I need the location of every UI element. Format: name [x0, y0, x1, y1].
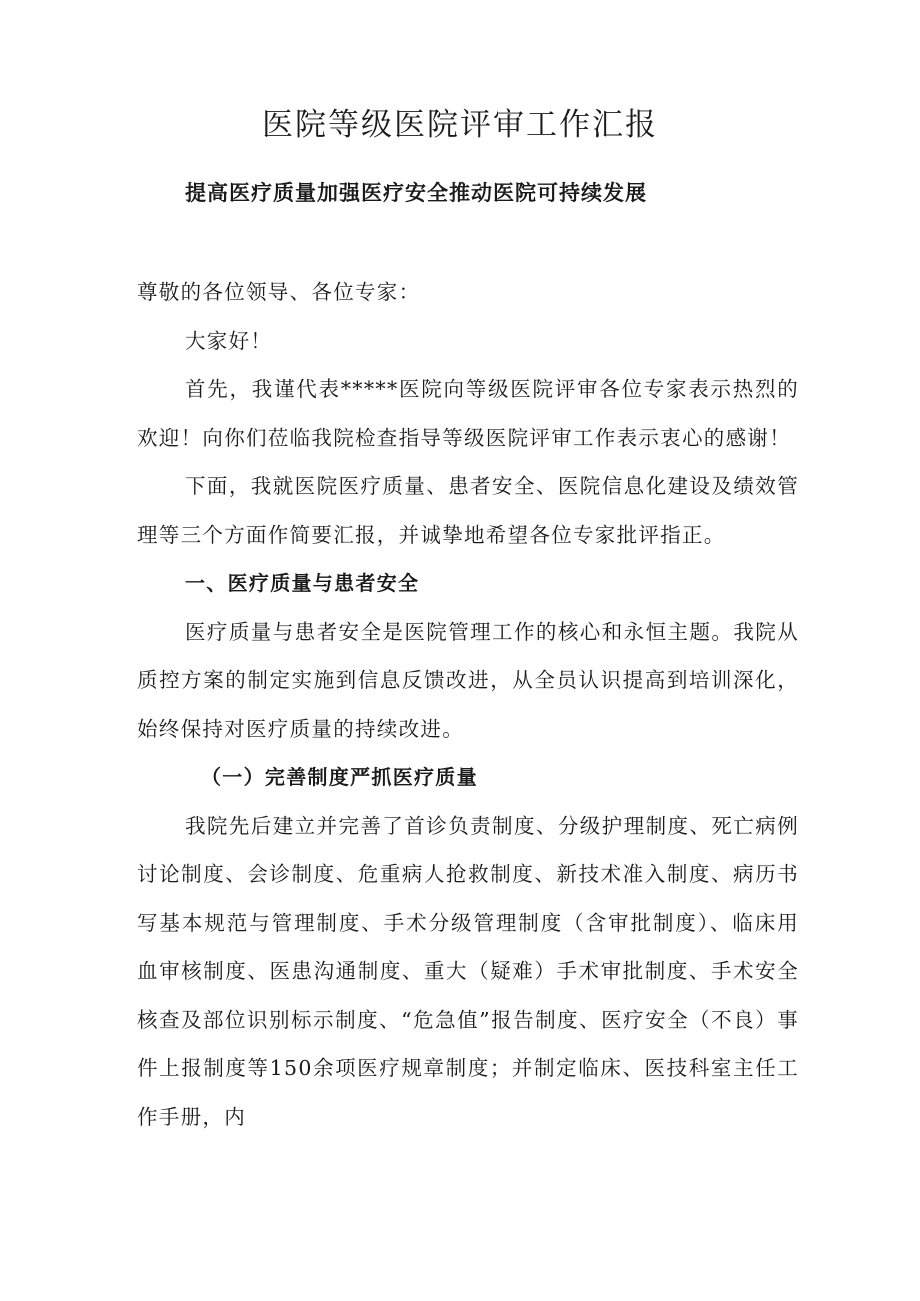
- paragraph-welcome: 首先，我谨代表*****医院向等级医院评审各位专家表示热烈的欢迎！向你们莅临我院检查指导等级医院评审工作表示衷心的感谢！: [137, 377, 799, 450]
- greeting: 大家好！: [185, 328, 273, 353]
- subsection-heading-1: （一）完善制度严抓医疗质量: [201, 765, 478, 789]
- document-body: [137, 268, 799, 1141]
- document-subtitle: 提高医疗质量加强医疗安全推动医院可持续发展: [185, 181, 647, 205]
- salutation: 尊敬的各位领导、各位专家：: [137, 280, 421, 304]
- paragraph-subsection-1: 我院先后建立并完善了首诊负责制度、分级护理制度、死亡病例讨论制度、会诊制度、危重病人抢救制度、新技术准入制度、病历书写基本规范与管理制度、手术分级管理制度（含审批制度）、临床用血审核制度、医患沟通制度、重大（疑难）手术审批制度、手术安全核查及部位识别标示制度、“危急值”报告制度、医疗安全（不良）事件上报制度等150余项医疗规章制度；并制定临床、医技科室主任工作手册，内: [137, 813, 799, 1129]
- document-title: 医院等级医院评审工作汇报: [262, 107, 658, 143]
- paragraph-intro: 下面，我就医院医疗质量、患者安全、医院信息化建设及绩效管理等三个方面作简要汇报，并诚挚地希望各位专家批评指正。: [137, 474, 799, 547]
- section-heading-1: 一、医疗质量与患者安全: [185, 571, 420, 595]
- paragraph-section-1: 医疗质量与患者安全是医院管理工作的核心和永恒主题。我院从质控方案的制定实施到信息反馈改进，从全员认识提高到培训深化，始终保持对医疗质量的持续改进。: [137, 619, 799, 741]
